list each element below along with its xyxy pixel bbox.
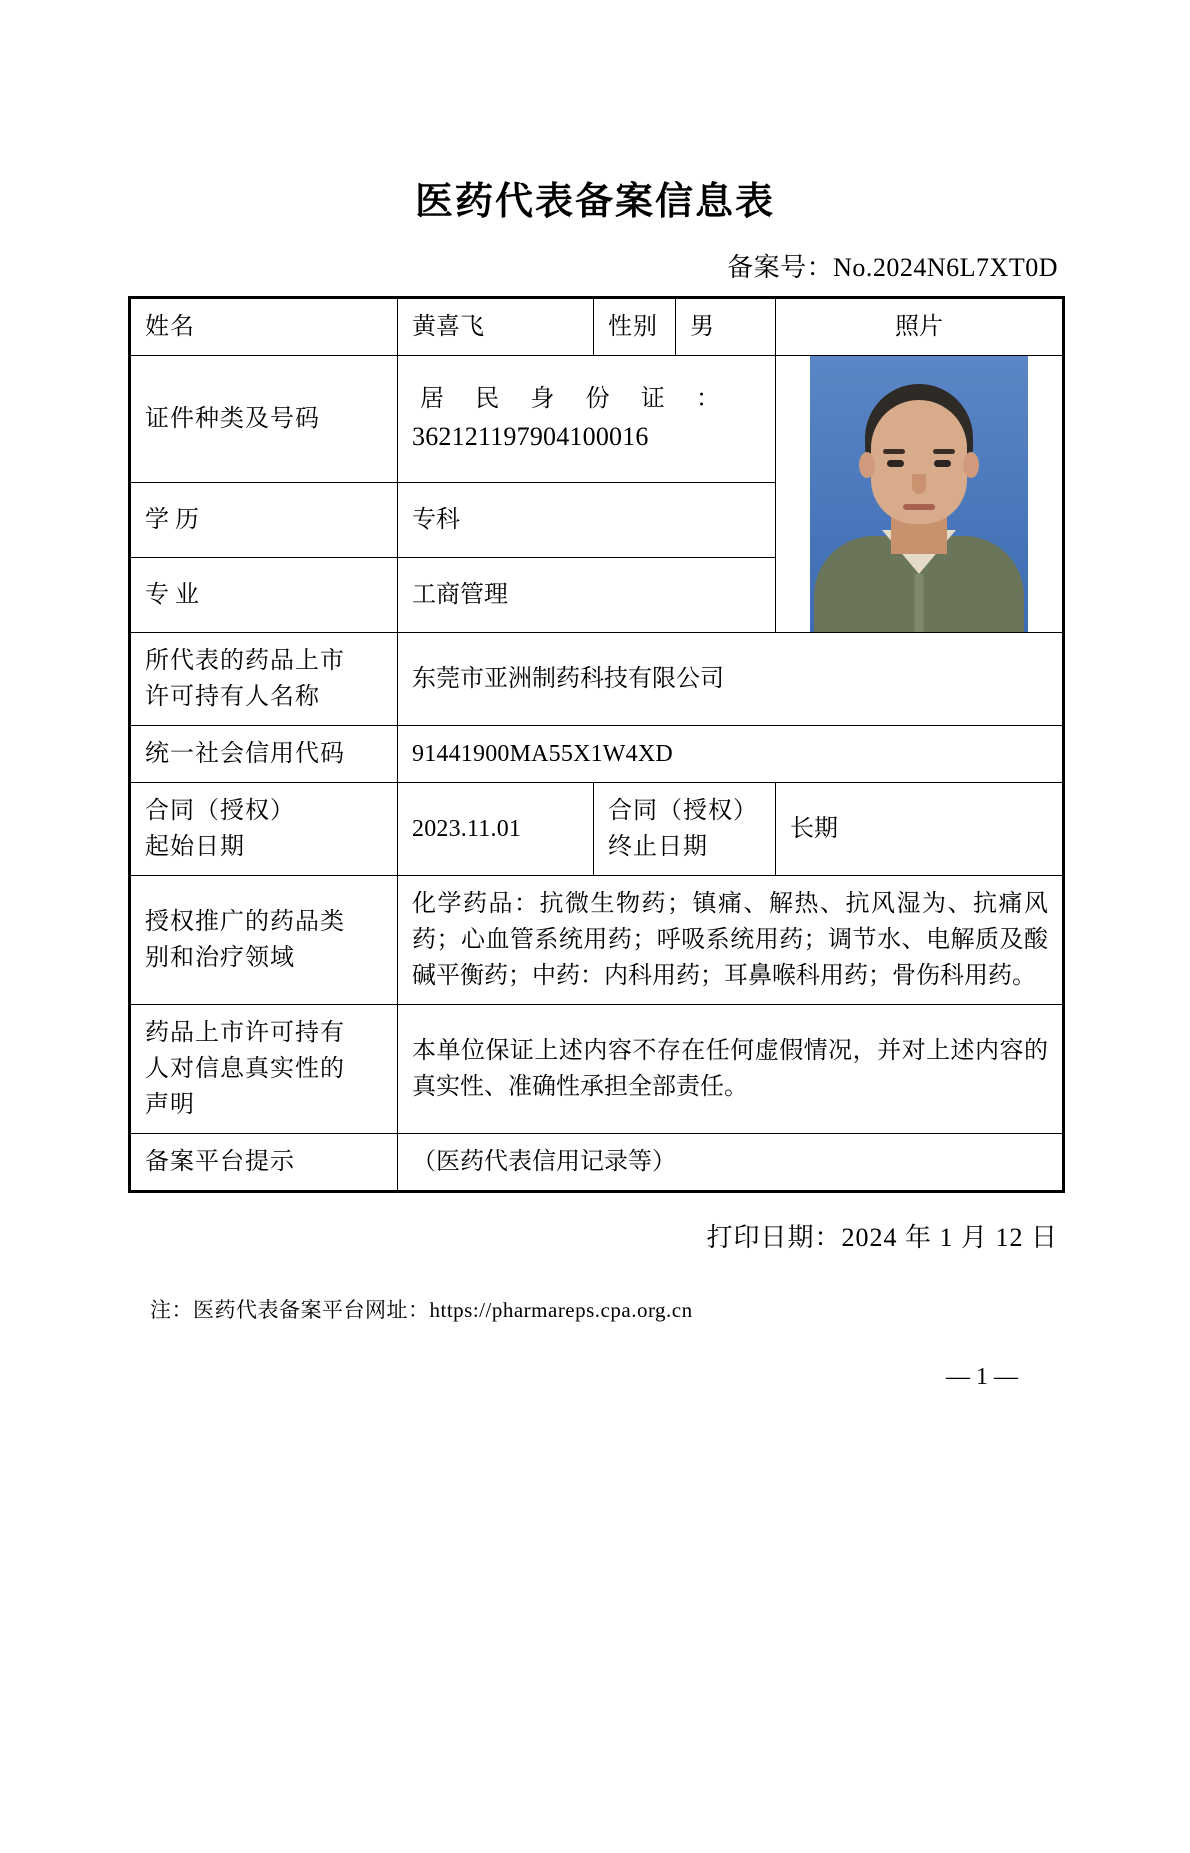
record-number-value: No.2024N6L7XT0D	[833, 253, 1058, 282]
portrait-eye-right	[934, 460, 951, 467]
statement-label-line2: 人对信息真实性的	[145, 1056, 345, 1082]
page-title: 医药代表备案信息表	[414, 178, 775, 223]
table-row-credit-code	[130, 726, 1064, 783]
credit-code-value: 91441900MA55X1W4XD	[398, 726, 1064, 783]
gender-value: 男	[676, 298, 776, 356]
record-number-label: 备案号：	[727, 253, 834, 282]
table-row-contract	[130, 783, 1064, 876]
statement-label	[130, 1005, 398, 1134]
portrait-ear-right	[963, 452, 979, 478]
mah-label-line1: 所代表的药品上市	[145, 648, 345, 674]
id-label: 证件种类及号码	[130, 356, 398, 483]
portrait-brow-left	[883, 449, 905, 454]
table-row-platform-tip	[130, 1134, 1064, 1192]
education-label: 学历	[130, 482, 398, 557]
portrait-nose	[912, 474, 926, 494]
mah-label	[130, 633, 398, 726]
portrait-eye-left	[887, 460, 904, 467]
contract-end-label-line1: 合同（授权）	[608, 798, 758, 824]
education-value: 专科	[398, 482, 776, 557]
table-row-id	[130, 356, 1064, 483]
name-label: 姓名	[130, 298, 398, 356]
contract-end-value: 长期	[776, 783, 1064, 876]
contract-start-label-line1: 合同（授权）	[145, 798, 295, 824]
gender-label: 性别	[594, 298, 676, 356]
contract-end-label-line2: 终止日期	[608, 834, 708, 860]
major-value: 工商管理	[398, 557, 776, 632]
statement-label-line1: 药品上市许可持有	[145, 1020, 345, 1046]
contract-start-label	[130, 783, 398, 876]
portrait-brow-right	[933, 449, 955, 454]
table-row-mah	[130, 633, 1064, 726]
id-number: 362121197904100016	[412, 422, 649, 452]
scope-label-line2: 别和治疗领域	[145, 945, 295, 971]
document-page	[0, 170, 1190, 1853]
mah-label-line2: 许可持有人名称	[145, 684, 320, 710]
photo-label: 照片	[776, 298, 1064, 356]
footer-note: 注：医药代表备案平台网址：https://pharmareps.cpa.org.cn	[150, 1298, 693, 1322]
portrait-ear-left	[859, 452, 875, 478]
table-row-statement	[130, 1005, 1064, 1134]
name-value: 黄喜飞	[398, 298, 594, 356]
portrait-mouth	[903, 504, 935, 510]
table-row-name	[130, 298, 1064, 356]
contract-start-value: 2023.11.01	[398, 783, 594, 876]
statement-value: 本单位保证上述内容不存在任何虚假情况，并对上述内容的真实性、准确性承担全部责任。	[398, 1005, 1064, 1134]
major-label: 专业	[130, 557, 398, 632]
photo-cell	[776, 356, 1064, 633]
scope-label	[130, 876, 398, 1005]
statement-label-line3: 声明	[145, 1092, 195, 1118]
platform-tip-label: 备案平台提示	[130, 1134, 398, 1192]
scope-label-line1: 授权推广的药品类	[145, 909, 345, 935]
contract-end-label	[594, 783, 776, 876]
print-date: 打印日期：2024 年 1 月 12 日	[706, 1223, 1058, 1252]
credit-code-label: 统一社会信用代码	[130, 726, 398, 783]
portrait-photo	[810, 356, 1028, 632]
portrait-placket	[915, 574, 924, 632]
platform-tip-value: （医药代表信用记录等）	[398, 1134, 1064, 1192]
scope-value: 化学药品：抗微生物药；镇痛、解热、抗风湿为、抗痛风药；心血管系统用药；呼吸系统用药；调节水、电解质及酸碱平衡药；中药：内科用药；耳鼻喉科用药；骨伤科用药。	[398, 876, 1064, 1005]
page-number: — 1 —	[946, 1364, 1018, 1390]
contract-start-label-line2: 起始日期	[145, 834, 245, 860]
mah-value: 东莞市亚洲制药科技有限公司	[398, 633, 1064, 726]
registration-form-table	[128, 296, 1065, 1193]
table-row-scope	[130, 876, 1064, 1005]
id-value	[398, 356, 776, 483]
record-number	[128, 247, 1062, 284]
id-type: 居 民 身 份 证 ：	[420, 386, 720, 413]
